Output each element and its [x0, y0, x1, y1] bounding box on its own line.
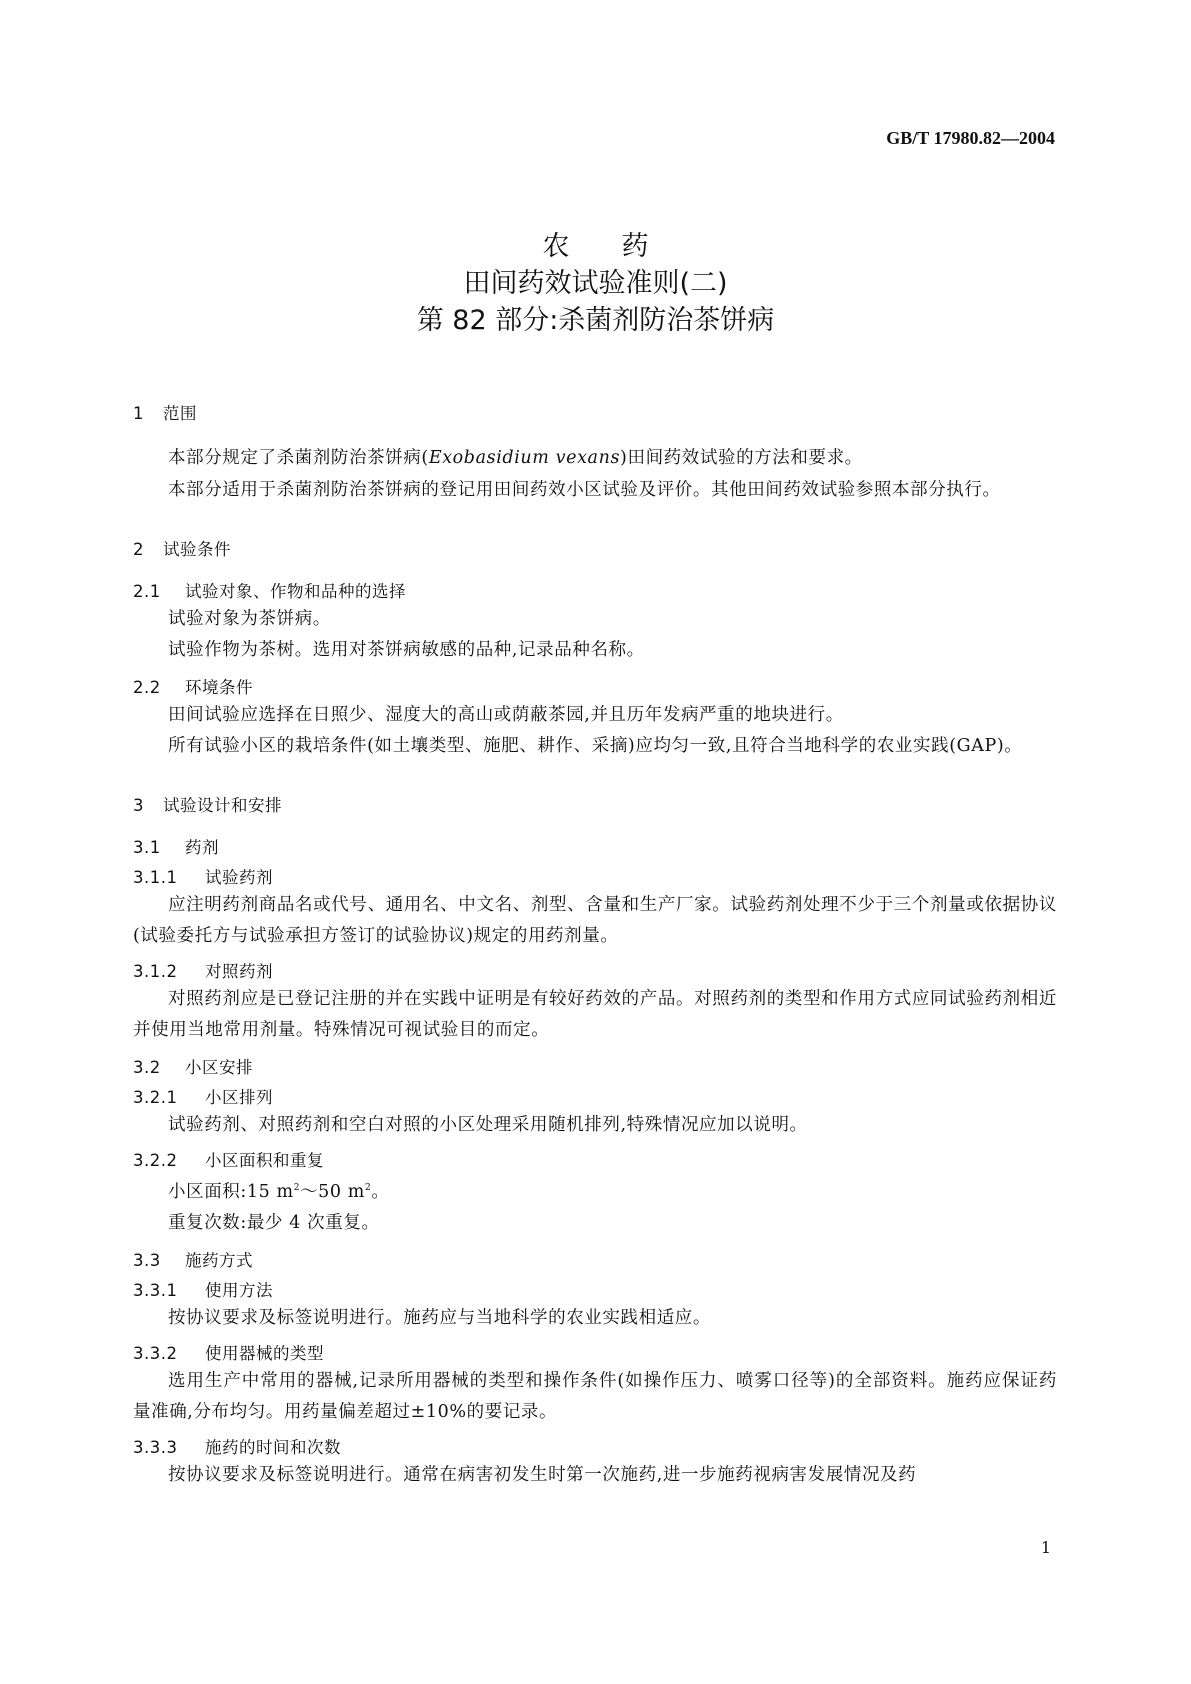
- section-number: 3.2: [133, 1058, 161, 1077]
- section-title: 环境条件: [185, 678, 253, 697]
- subsection-heading-3-1-1: [133, 864, 1057, 888]
- section-number: 3.3: [133, 1250, 161, 1270]
- section-number: 3.1.1: [133, 868, 178, 887]
- document-body: [133, 400, 1057, 1491]
- section-title: 试验条件: [163, 540, 231, 559]
- section-number: 3.1: [133, 838, 161, 857]
- section-title: 试验对象、作物和品种的选择: [185, 582, 406, 601]
- subsection-heading-2-2: [133, 674, 1057, 698]
- section-number: 2: [133, 540, 144, 559]
- section-title: 范围: [163, 404, 197, 423]
- section-number: 1: [133, 404, 144, 423]
- subsection-heading-3-3-3: [133, 1434, 1057, 1458]
- section-title: 试验药剂: [205, 868, 273, 887]
- paragraph: 本部分规定了杀菌剂防治茶饼病(Exobasidium vexans)田间药效试验的方法和要求。: [168, 448, 863, 468]
- section-number: 3.3.3: [133, 1437, 178, 1457]
- section-title: 小区排列: [205, 1088, 273, 1107]
- subsection-heading-3-3: [133, 1247, 1057, 1271]
- document-title: [0, 228, 1191, 339]
- section-title: 使用方法: [205, 1280, 273, 1300]
- subsection-heading-3-3-2: [133, 1340, 1057, 1364]
- paragraph: 所有试验小区的栽培条件(如土壤类型、施肥、耕作、采摘)应均匀一致,且符合当地科学的农业实践(GAP)。: [168, 736, 1023, 756]
- paragraph: 对照药剂应是已登记注册的并在实践中证明是有较好药效的产品。对照药剂的类型和作用方式应同试验药剂相近并使用当地常用剂量。特殊情况可视试验目的而定。: [133, 989, 1057, 1040]
- standard-code: GB/T 17980.82—2004: [886, 128, 1055, 148]
- section-number: 3: [133, 796, 144, 815]
- section-heading-1: [133, 400, 1057, 424]
- paragraph: 应注明药剂商品名或代号、通用名、中文名、剂型、含量和生产厂家。试验药剂处理不少于三个剂量或依据协议(试验委托方与试验承担方签订的试验协议)规定的用药剂量。: [133, 895, 1057, 946]
- subsection-heading-3-1-2: [133, 958, 1057, 982]
- title-line-2: 田间药效试验准则(二): [463, 268, 728, 299]
- paragraph: 试验对象为茶饼病。: [168, 609, 331, 629]
- section-title: 对照药剂: [205, 962, 273, 981]
- subsection-heading-3-2: [133, 1054, 1057, 1078]
- section-title: 施药的时间和次数: [205, 1437, 341, 1457]
- section-title: 小区面积和重复: [205, 1151, 324, 1170]
- title-line-3: 第 82 部分:杀菌剂防治茶饼病: [416, 305, 775, 336]
- section-heading-2: [133, 536, 1057, 560]
- section-heading-3: [133, 792, 1057, 816]
- section-title: 试验设计和安排: [163, 796, 282, 815]
- section-number: 3.2.1: [133, 1088, 178, 1107]
- section-number: 3.1.2: [133, 962, 178, 981]
- section-title: 使用器械的类型: [205, 1343, 324, 1363]
- paragraph: 选用生产中常用的器械,记录所用器械的类型和操作条件(如操作压力、喷雾口径等)的全部资料。施药应保证药量准确,分布均匀。用药量偏差超过±10%的要记录。: [133, 1370, 1057, 1422]
- subsection-heading-3-2-1: [133, 1084, 1057, 1108]
- subsection-heading-3-2-2: [133, 1147, 1057, 1171]
- section-title: 施药方式: [185, 1250, 253, 1270]
- species-name: Exobasidium vexans: [428, 448, 621, 468]
- section-number: 3.2.2: [133, 1151, 178, 1170]
- section-number: 3.3.2: [133, 1343, 178, 1363]
- paragraph: 田间试验应选择在日照少、湿度大的高山或荫蔽茶园,并且历年发病严重的地块进行。: [168, 705, 844, 725]
- paragraph: 重复次数:最少 4 次重复。: [168, 1212, 380, 1233]
- paragraph: 小区面积:15 $m^2\sim 50$ $m^2$。: [168, 1181, 390, 1202]
- section-number: 2.2: [133, 678, 161, 697]
- section-number: 2.1: [133, 582, 161, 601]
- paragraph: 本部分适用于杀菌剂防治茶饼病的登记用田间药效小区试验及评价。其他田间药效试验参照本部分执行。: [168, 480, 1001, 500]
- subsection-heading-3-3-1: [133, 1277, 1057, 1301]
- subsection-heading-2-1: [133, 578, 1057, 602]
- section-number: 3.3.1: [133, 1280, 178, 1300]
- section-title: 药剂: [185, 838, 219, 857]
- paragraph: 按协议要求及标签说明进行。施药应与当地科学的农业实践相适应。: [168, 1307, 711, 1328]
- subsection-heading-3-1: [133, 834, 1057, 858]
- paragraph: 试验药剂、对照药剂和空白对照的小区处理采用随机排列,特殊情况应加以说明。: [168, 1115, 808, 1135]
- paragraph: 试验作物为茶树。选用对茶饼病敏感的品种,记录品种名称。: [168, 640, 645, 660]
- title-line-1: 农药: [542, 231, 701, 262]
- paragraph: 按协议要求及标签说明进行。通常在病害初发生时第一次施药,进一步施药视病害发展情况及药: [168, 1464, 917, 1485]
- page-number: 1: [1040, 1538, 1051, 1557]
- section-title: 小区安排: [185, 1058, 253, 1077]
